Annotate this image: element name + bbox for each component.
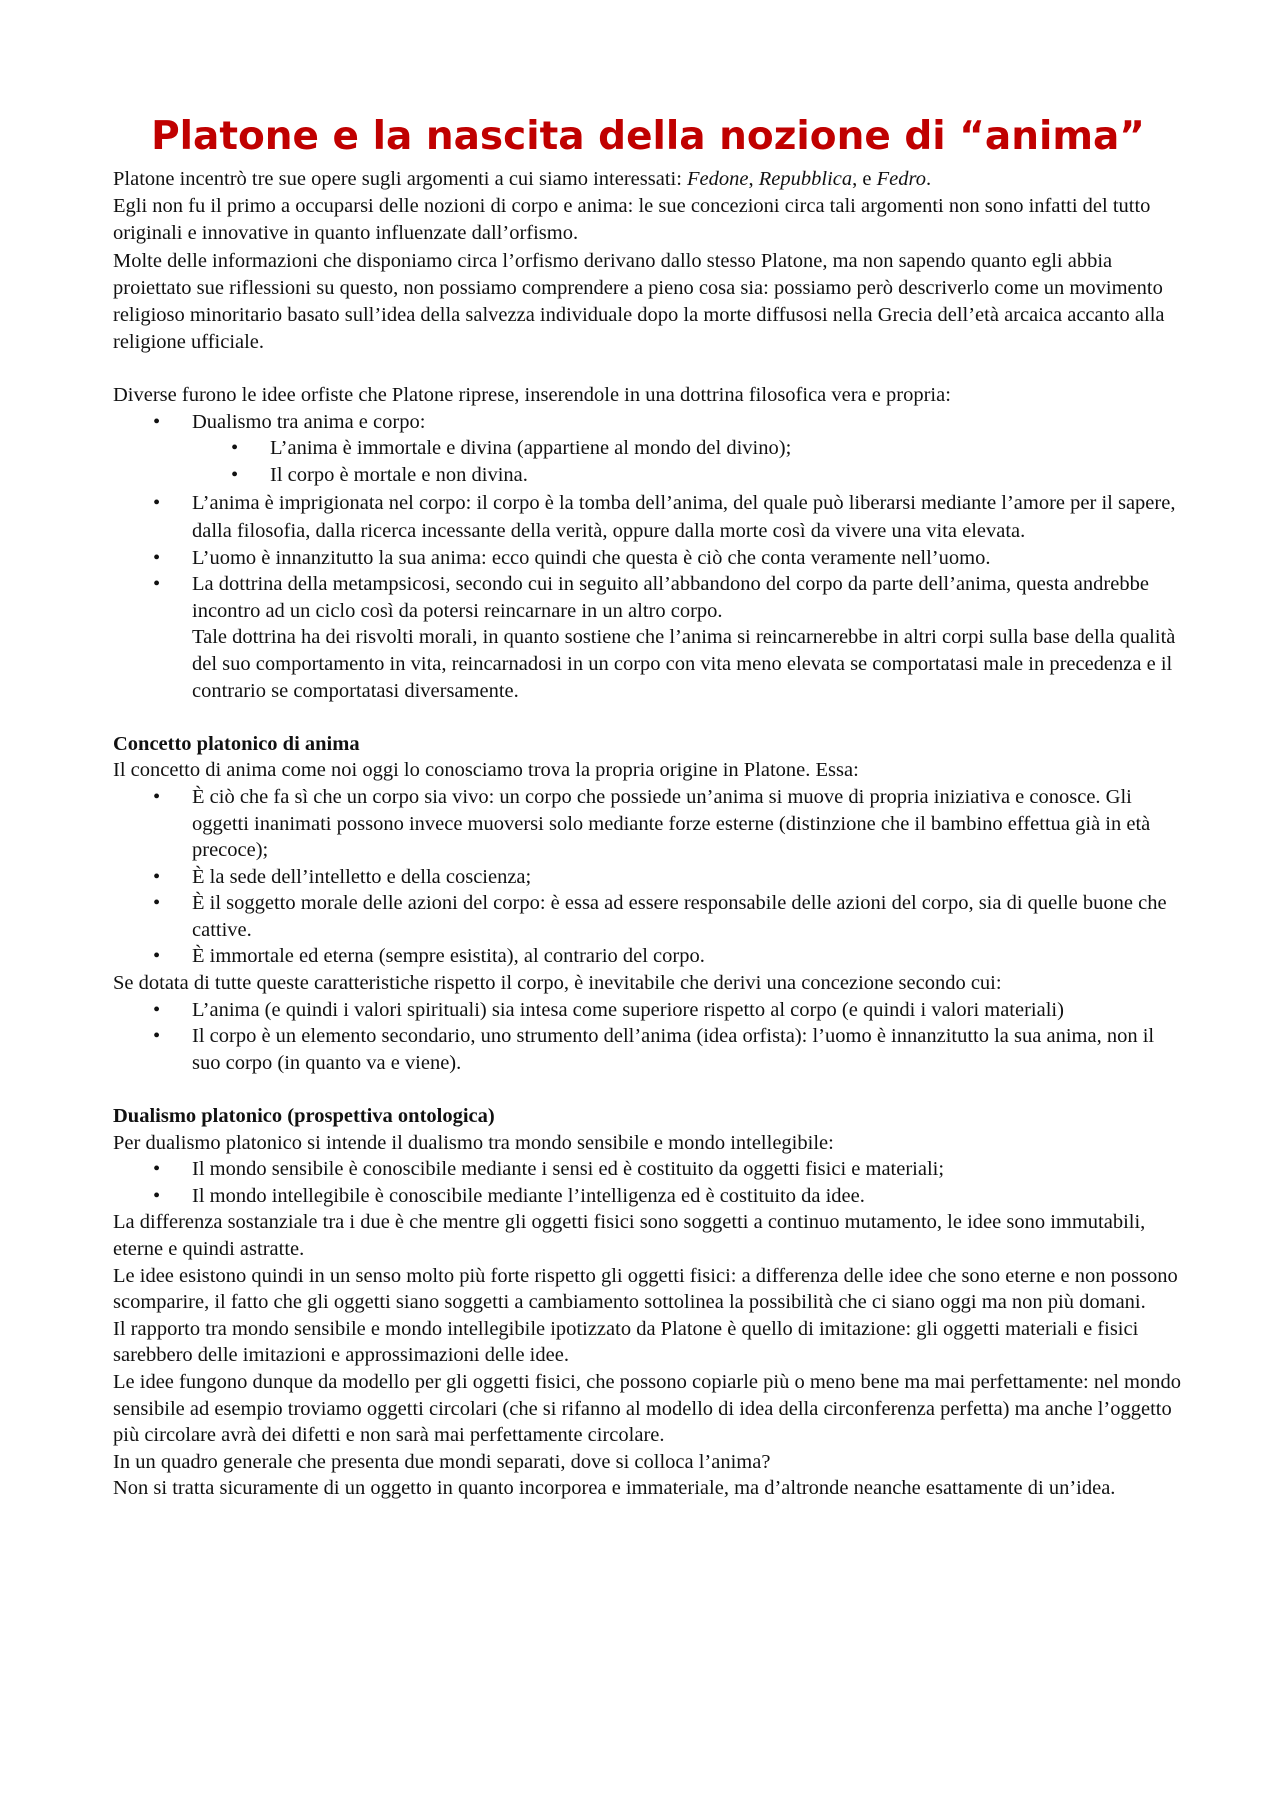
intro-paragraph-works (113, 166, 1183, 193)
list-item: • Il corpo è un elemento secondario, uno strumento dell’anima (idea orfista): l’uomo è innanzitutto la sua anima, non il suo corpo (in quanto va e viene). (113, 1023, 1183, 1076)
concetto-consequences-list (113, 997, 1183, 1077)
work-title: Fedone (687, 168, 749, 190)
list-item: • È il soggetto morale delle azioni del corpo: è essa ad essere responsabile delle azioni del corpo, sia di quelle buone che cattive. (113, 890, 1183, 943)
list-item: • Il mondo sensibile è conoscibile mediante i sensi ed è costituito da oggetti fisici e materiali; (113, 1156, 1183, 1183)
document-title: Platone e la nascita della nozione di “anima” (151, 114, 1145, 159)
document-page (113, 112, 1183, 1502)
paragraph: Non si tratta sicuramente di un oggetto in quanto incorporea e immateriale, ma d’altronde neanche esattamente di un’idea. (113, 1477, 1116, 1500)
list-item: • È la sede dell’intelletto e della coscienza; (113, 864, 1183, 891)
intro-paragraph: Molte delle informazioni che disponiamo circa l’orfismo derivano dallo stesso Platone, ma non sapendo quanto egli abbia proiettato sue riflessioni su questo, non possiamo comprendere a pieno cosa sia: possiamo però descriverlo come un movimento religioso minoritario basato sull’idea della salvezza individuale dopo la morte diffusosi nella Grecia dell’età arcaica accanto alla religione ufficiale. (113, 249, 1165, 353)
sub-list-item: • L’anima è immortale e divina (appartiene al mondo del divino); (113, 435, 1183, 462)
dualismo-lead: Per dualismo platonico si intende il dualismo tra mondo sensibile e mondo intellegibile: (113, 1131, 834, 1154)
section-heading: Dualismo platonico (prospettiva ontologica) (113, 1105, 495, 1128)
paragraph: Le idee esistono quindi in un senso molto più forte rispetto gli oggetti fisici: a differenza delle idee che sono eterne e non possono scomparire, il fatto che gli oggetti siano soggetti a cambiamento sottolinea la possibilità che ci siano oggi ma non più domani. (113, 1264, 1178, 1314)
list-item: • Dualismo tra anima e corpo: (113, 409, 1183, 436)
text: Platone incentrò tre sue opere sugli argomenti a cui siamo interessati: (113, 168, 688, 190)
text: . (925, 168, 932, 190)
dualismo-list (113, 1156, 1183, 1209)
work-title: Repubblica (758, 168, 853, 190)
orfismo-list (113, 409, 1183, 704)
text: , (748, 168, 759, 190)
list-item: • La dottrina della metampsicosi, secondo cui in seguito all’abbandono del corpo da parte dell’anima, questa andrebbe incontro ad un ciclo così da potersi reincarnare in un altro corpo. (113, 571, 1183, 624)
list-item: • È immortale ed eterna (sempre esistita), al contrario del corpo. (113, 943, 1183, 970)
concetto-lead-2: Se dotata di tutte queste caratteristiche rispetto il corpo, è inevitabile che derivi una concezione secondo cui: (113, 972, 1002, 995)
sub-list-item: • Il corpo è mortale e non divina. (113, 462, 1183, 489)
list-item: • È ciò che fa sì che un corpo sia vivo: un corpo che possiede un’anima si muove di propria iniziativa e conosce. Gli oggetti inanimati possono invece muoversi solo mediante forze esterne (distinzione che il bambino effettua già in età precoce); (113, 784, 1183, 864)
list-item: • L’uomo è innanzitutto la sua anima: ecco quindi che questa è ciò che conta veramente nell’uomo. (113, 545, 1183, 572)
paragraph: Le idee fungono dunque da modello per gli oggetti fisici, che possono copiarle più o meno bene ma mai perfettamente: nel mondo sensibile ad esempio troviamo oggetti circolari (che si rifanno al modello di idea della circonferenza perfetta) ma anche l’oggetto più circolare avrà dei difetti e non sarà mai perfettamente circolare. (113, 1370, 1181, 1447)
list-item-continuation: Tale dottrina ha dei risvolti morali, in quanto sostiene che l’anima si reincarnerebbe in altri corpi sulla base della qualità del suo comportamento in vita, reincarnadosi in un corpo con vita meno elevata se comportatasi male in precedenza e il contrario se comportatasi diversamente. (192, 626, 1176, 702)
section-heading: Concetto platonico di anima (113, 732, 360, 755)
orfismo-lead: Diverse furono le idee orfiste che Platone riprese, inserendole in una dottrina filosofica vera e propria: (113, 384, 951, 407)
list-item: • L’anima (e quindi i valori spirituali) sia intesa come superiore rispetto al corpo (e quindi i valori materiali) (113, 997, 1183, 1024)
text: , e (852, 168, 877, 190)
concetto-lead: Il concetto di anima come noi oggi lo conosciamo trova la propria origine in Platone. Essa: (113, 759, 859, 782)
work-title: Fedro (876, 168, 926, 190)
list-item: • Il mondo intellegibile è conoscibile mediante l’intelligenza ed è costituito da idee. (113, 1183, 1183, 1210)
concetto-list (113, 784, 1183, 970)
list-item: • L’anima è imprigionata nel corpo: il corpo è la tomba dell’anima, del quale può liberarsi mediante l’amore per il sapere, dalla filosofia, dalla ricerca incessante della verità, oppure dalla morte così da vivere una vita elevata. (113, 489, 1183, 545)
paragraph: La differenza sostanziale tra i due è che mentre gli oggetti fisici sono soggetti a continuo mutamento, le idee sono immutabili, eterne e quindi astratte. (113, 1211, 1146, 1260)
paragraph: Il rapporto tra mondo sensibile e mondo intellegibile ipotizzato da Platone è quello di imitazione: gli oggetti materiali e fisici sarebbero delle imitazioni e approssimazioni delle idee. (113, 1317, 1139, 1367)
paragraph: In un quadro generale che presenta due mondi separati, dove si colloca l’anima? (113, 1450, 771, 1473)
intro-paragraph: Egli non fu il primo a occuparsi delle nozioni di corpo e anima: le sue concezioni circa tali argomenti non sono infatti del tutto originali e innovative in quanto influenzate dall’orfismo. (113, 194, 1151, 245)
